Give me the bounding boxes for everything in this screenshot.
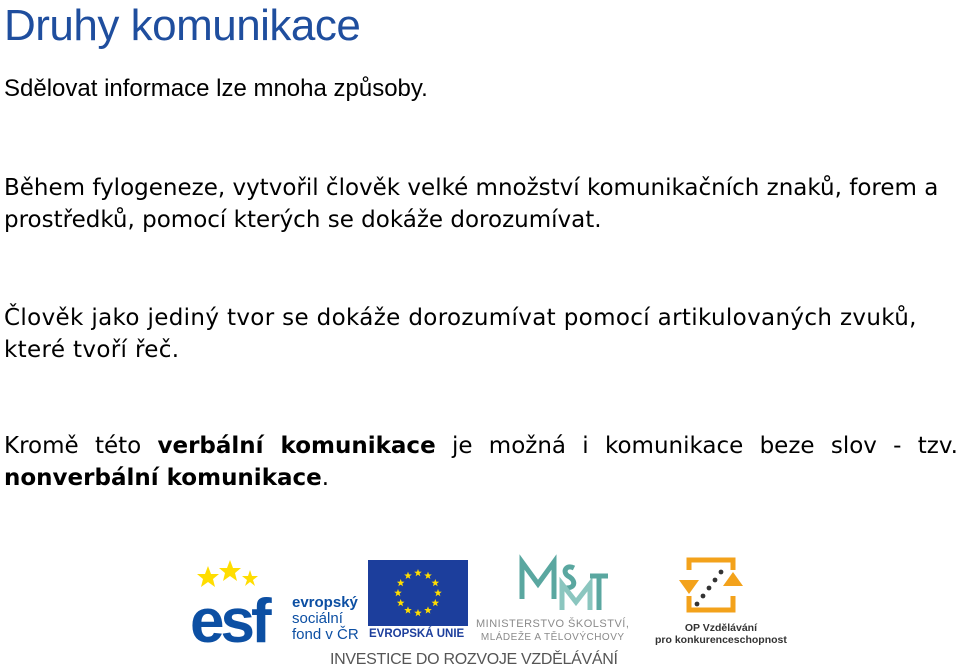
paragraph-speech: Člověk jako jediný tvor se dokáže dorozumívat pomocí artikulovaných zvuků, které tvoří řeč. [4,305,917,363]
msmt-text [476,618,629,644]
op-logo-icon [675,556,747,622]
esf-line1: evropský [292,594,358,611]
op-text [655,622,787,646]
footer-slogan: INVESTICE DO ROZVOJE VZDĚLÁVÁNÍ [330,651,618,668]
esf-line3: fond v ČR [292,626,359,643]
eu-flag-icon [368,560,468,626]
text-span: . [321,465,330,491]
term-nonverbal: nonverbální komunikace [4,465,322,491]
slide-title: Druhy komunikace [4,1,361,50]
term-verbal: verbální komunikace [157,433,436,459]
op-line1: OP Vzdělávání [684,622,758,634]
esf-line2: sociální [292,610,343,627]
paragraph-intro: Sdělovat informace lze mnoha způsoby. [4,75,428,102]
text-span: Kromě této [4,433,158,459]
msmt-line1: MINISTERSTVO ŠKOLSTVÍ, [476,618,630,630]
op-line2: pro konkurenceschopnost [655,634,787,646]
msmt-logo-icon [518,554,610,614]
text-span: je možná i komunikace beze slov - tzv. [435,433,958,459]
paragraph-phylogenesis: Během fylogeneze, vytvořil člověk velké množství komunikačních znaků, forem a prostředků, pomocí kterých se dokáže dorozumívat. [4,175,939,233]
paragraph-nonverbal [4,430,958,494]
eu-caption: EVROPSKÁ UNIE [369,628,465,640]
esf-text [292,595,359,643]
svg-text:esf: esf [190,587,268,648]
msmt-line2: MLÁDEŽE A TĚLOVÝCHOVY [480,632,625,643]
